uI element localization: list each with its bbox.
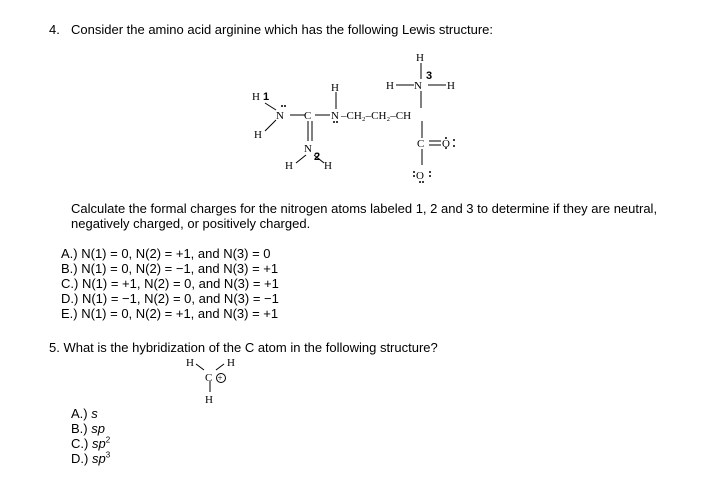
q5-option-d[interactable]: D.) $sp^3$	[71, 450, 111, 466]
atom-c: C	[205, 372, 213, 384]
q4-option-b[interactable]: B.) N(1) = 0, N(2) = −1, and N(3) = +1	[61, 261, 279, 276]
q5-option-b[interactable]: B.) sp	[71, 421, 105, 436]
label-1: 1	[263, 91, 270, 103]
atom-o: O	[416, 170, 424, 182]
q4-option-c[interactable]: C.) N(1) = +1, N(2) = 0, and N(3) = +1	[61, 276, 279, 291]
q4-option-a[interactable]: A.) N(1) = 0, N(2) = +1, and N(3) = 0	[61, 246, 271, 261]
atom-h: H	[324, 160, 332, 172]
atom-h: H	[386, 80, 394, 92]
atom-h: H	[331, 82, 339, 94]
atom-h: H	[252, 91, 260, 103]
atom-h: H	[447, 80, 455, 92]
chain-ch2ch2ch: –CH₂–CH₂–CH	[341, 110, 412, 122]
atom-n2: N	[304, 143, 312, 155]
atom-h: H	[416, 52, 424, 64]
atom-c: C	[417, 138, 425, 150]
atom-h: H	[205, 394, 213, 406]
positive-charge-sign: +	[217, 373, 223, 383]
atom-c: C	[304, 110, 312, 122]
question-4-stem: Consider the amino acid arginine which has the following Lewis structure:	[71, 22, 493, 37]
q5-option-a[interactable]: A.) s	[71, 406, 98, 421]
label-2: 2	[314, 151, 321, 163]
label-3: 3	[426, 70, 433, 82]
question-4-prompt: Calculate the formal charges for the nitrogen atoms labeled 1, 2 and 3 to determine if they are neutral, negatively charged, or positively charged.	[71, 201, 658, 231]
atom-h: H	[254, 129, 262, 141]
atom-n1: N	[276, 110, 284, 122]
atom-h: H	[186, 357, 194, 369]
atom-n: N	[331, 110, 339, 122]
atom-h: H	[227, 357, 235, 369]
atom-h: H	[285, 160, 293, 172]
atom-o: O	[442, 138, 450, 150]
q4-option-d[interactable]: D.) N(1) = −1, N(2) = 0, and N(3) = −1	[61, 291, 279, 306]
question-5-stem: 5. What is the hybridization of the C atom in the following structure?	[49, 340, 438, 355]
q5-option-c[interactable]: C.) $sp^2$	[71, 435, 111, 451]
atom-n3: N	[414, 80, 422, 92]
q4-option-e[interactable]: E.) N(1) = 0, N(2) = +1, and N(3) = +1	[61, 306, 279, 321]
question-4-number: 4.	[49, 22, 60, 37]
